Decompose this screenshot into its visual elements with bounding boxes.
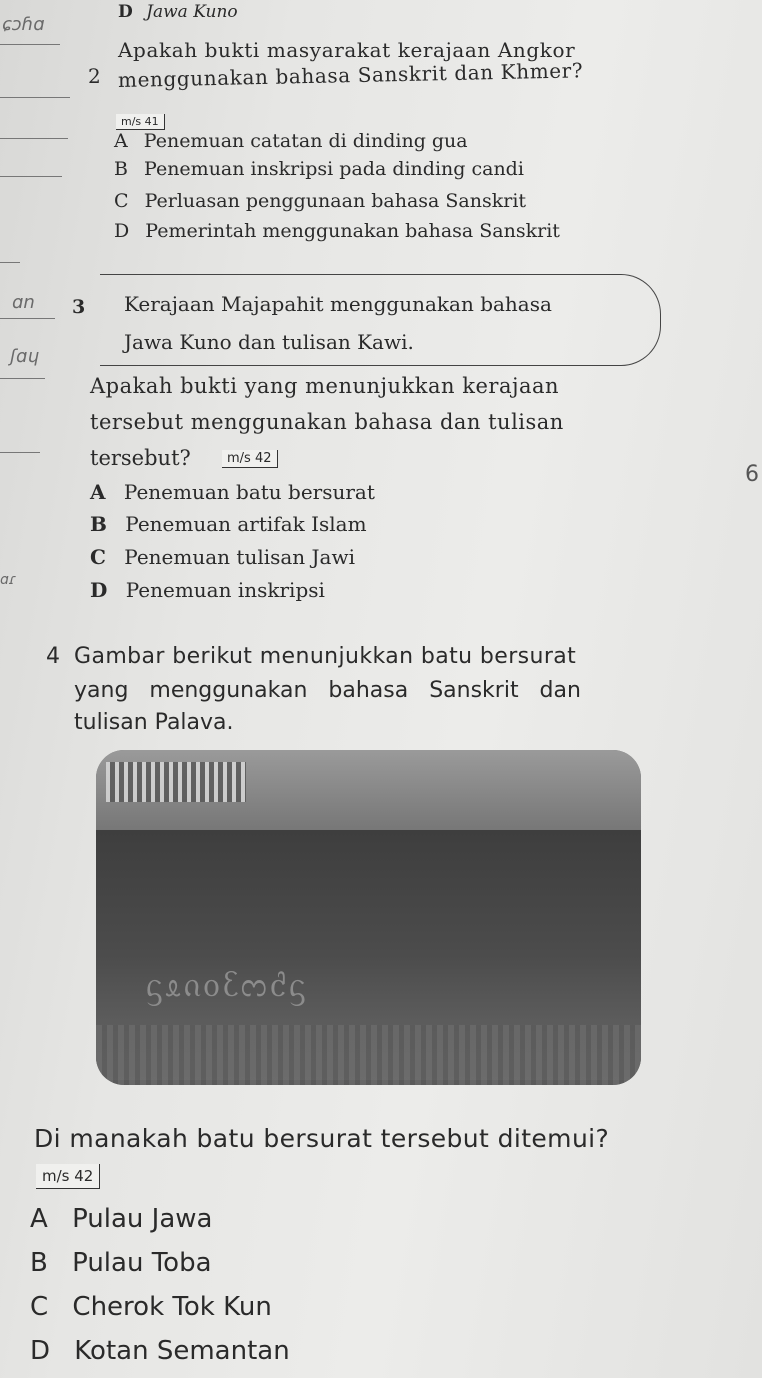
stone-inscription-photo: ᦓᦸᦵᦞᦷᦂᦺᦓ <box>96 750 641 1085</box>
option-text: Pemerintah menggunakan bahasa Sanskrit <box>145 220 560 242</box>
margin-rule <box>0 318 55 319</box>
option-letter: D <box>114 220 130 242</box>
option-letter: D <box>90 578 108 602</box>
question-3-number: 3 <box>72 296 86 318</box>
q3-option-c[interactable] <box>90 545 355 569</box>
question-4-number: 4 <box>46 644 60 669</box>
q2-option-d[interactable] <box>114 220 560 242</box>
margin-rule <box>0 262 20 263</box>
prev-option <box>118 2 238 22</box>
question-2-number: 2 <box>88 64 101 88</box>
option-text: Penemuan inskripsi <box>125 578 325 602</box>
option-text: Pulau Toba <box>72 1248 212 1278</box>
q3-option-a[interactable] <box>90 480 375 504</box>
question-4-prompt: Di manakah batu bersurat tersebut ditemui? <box>34 1124 610 1153</box>
question-3-stimulus-line-1: Kerajaan Majapahit menggunakan bahasa <box>124 292 552 316</box>
question-4-page-ref: m/s 42 <box>36 1164 100 1189</box>
option-text: Penemuan batu bersurat <box>123 480 375 504</box>
option-letter: B <box>114 158 128 180</box>
handwriting-scribble: ɑn <box>12 292 35 313</box>
q4-option-d[interactable] <box>30 1336 290 1366</box>
q4-option-b[interactable] <box>30 1248 212 1278</box>
question-4-line-2: yang menggunakan bahasa Sanskrit dan <box>74 678 581 703</box>
q2-option-b[interactable] <box>114 158 524 180</box>
margin-mark: 6 <box>745 462 759 487</box>
margin-rule <box>0 138 68 139</box>
question-4-line-3: tulisan Palava. <box>74 710 234 735</box>
option-text: Kotan Semantan <box>74 1336 290 1366</box>
handwriting-scribble: ɕɔɦɑ <box>2 14 45 35</box>
option-letter: A <box>30 1204 48 1234</box>
option-letter: D <box>30 1336 51 1366</box>
option-text: Jawa Kuno <box>146 2 238 22</box>
option-letter: A <box>114 130 128 152</box>
option-letter: D <box>118 2 133 22</box>
q4-option-a[interactable] <box>30 1204 212 1234</box>
option-text: Cherok Tok Kun <box>72 1292 272 1322</box>
q2-option-a[interactable] <box>114 130 468 152</box>
margin-rule <box>0 176 62 177</box>
option-text: Penemuan catatan di dinding gua <box>143 130 468 152</box>
margin-rule <box>0 452 40 453</box>
option-text: Penemuan artifak Islam <box>125 512 367 536</box>
question-3-line-2: tersebut menggunakan bahasa dan tulisan <box>90 410 564 434</box>
option-text: Penemuan inskripsi pada dinding candi <box>144 158 524 180</box>
q3-option-d[interactable] <box>90 578 325 602</box>
question-3-stimulus-line-2: Jawa Kuno dan tulisan Kawi. <box>124 330 414 354</box>
q2-option-c[interactable] <box>114 190 526 212</box>
option-letter: B <box>90 512 107 536</box>
question-4-line-1: Gambar berikut menunjukkan batu bersurat <box>74 644 577 669</box>
option-letter: C <box>90 545 106 569</box>
option-letter: C <box>30 1292 49 1322</box>
option-letter: B <box>30 1248 48 1278</box>
question-3-line-1: Apakah bukti yang menunjukkan kerajaan <box>90 374 560 398</box>
margin-rule <box>0 378 45 379</box>
option-text: Pulau Jawa <box>72 1204 213 1234</box>
question-2-line-1: Apakah bukti masyarakat kerajaan Angkor <box>118 38 576 62</box>
handwriting-scribble: ʃɑɥ <box>10 346 39 367</box>
margin-rule <box>0 44 60 45</box>
q4-option-c[interactable] <box>30 1292 272 1322</box>
question-2-page-ref: m/s 41 <box>116 114 165 130</box>
question-3-line-3: tersebut? <box>90 446 191 470</box>
q3-option-b[interactable] <box>90 512 367 536</box>
option-letter: A <box>90 480 106 504</box>
question-3-page-ref: m/s 42 <box>222 450 278 468</box>
option-letter: C <box>114 190 129 212</box>
option-text: Perluasan penggunaan bahasa Sanskrit <box>144 190 527 212</box>
handwriting-scribble: ɑɾ <box>0 572 17 588</box>
option-text: Penemuan tulisan Jawi <box>124 545 355 569</box>
question-2-line-2: menggunakan bahasa Sanskrit dan Khmer? <box>117 58 584 92</box>
margin-rule <box>0 97 70 98</box>
